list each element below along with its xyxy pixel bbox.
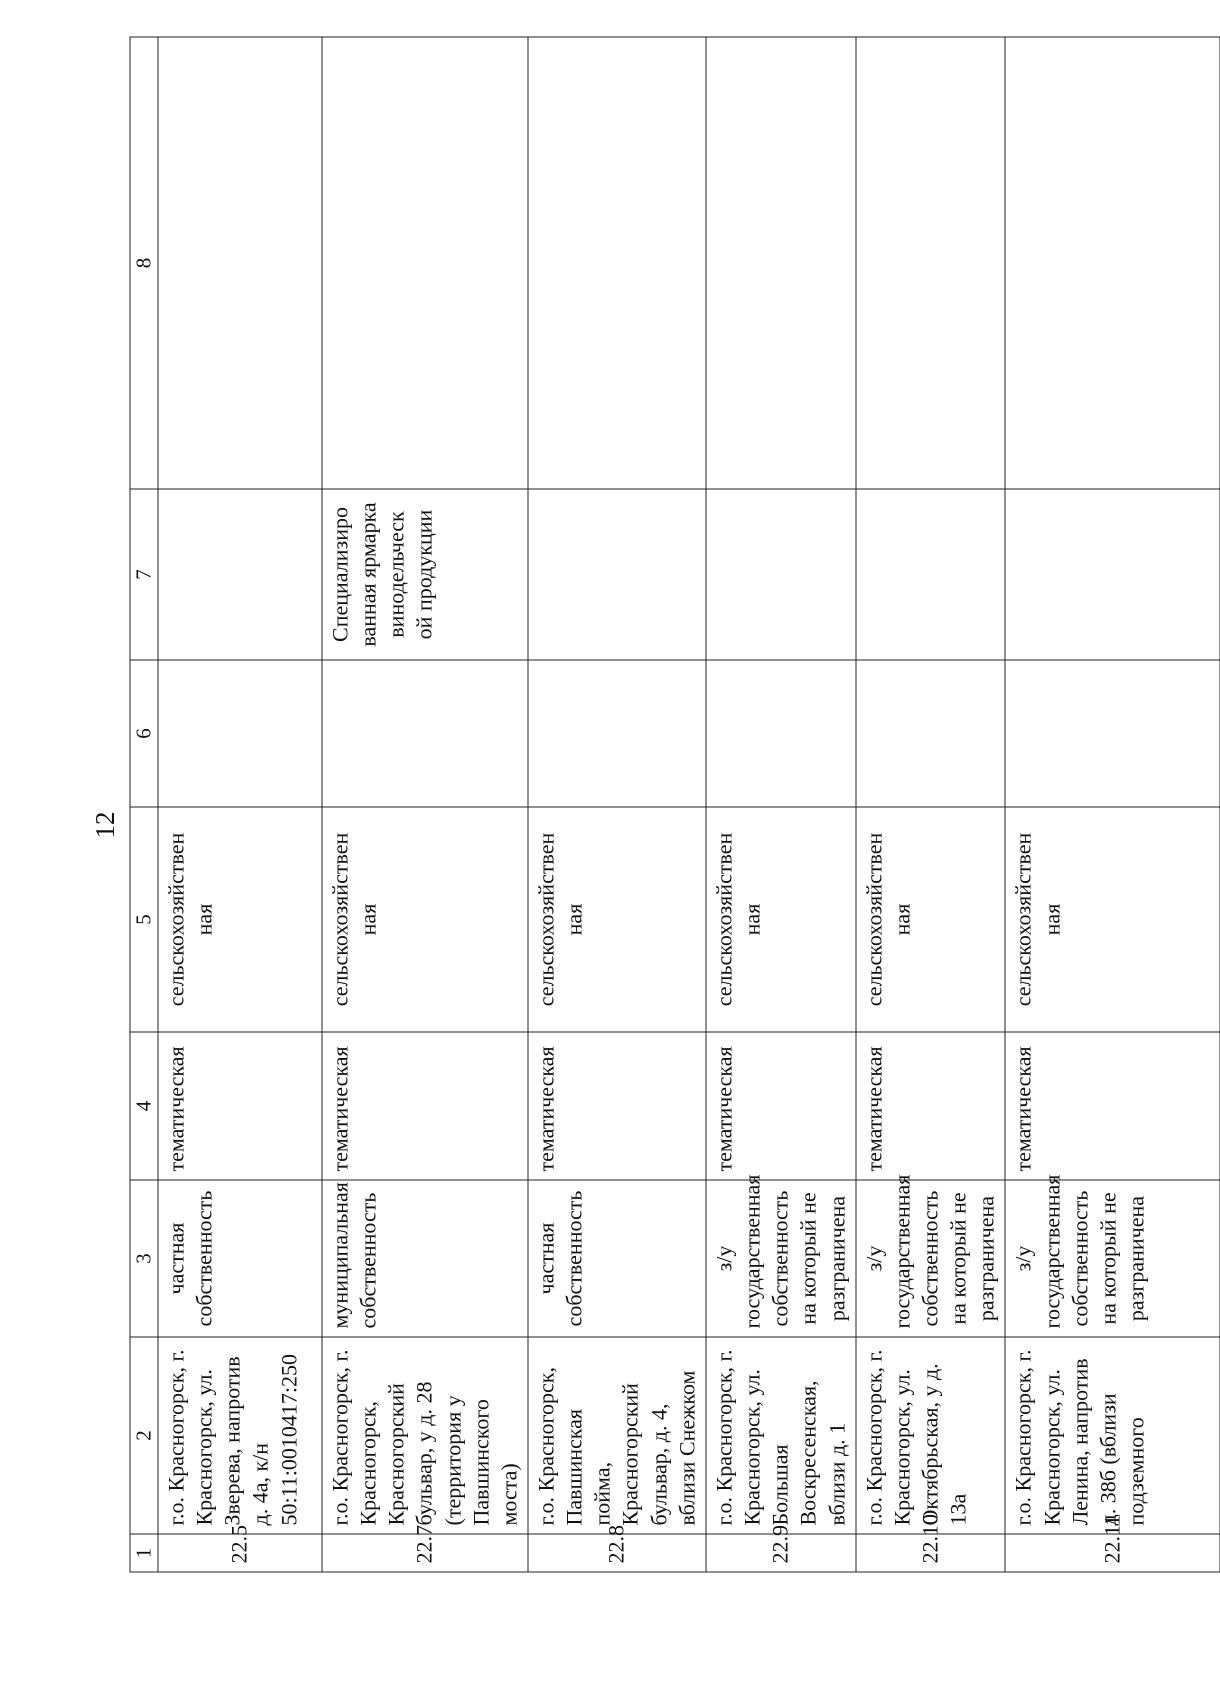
column-8-cell [157, 37, 321, 489]
header-cell: 5 [130, 807, 158, 1032]
column-8-cell [855, 37, 1005, 489]
fair-kind-cell: сельскохозяйствен ная [527, 807, 705, 1032]
fair-kind-cell: сельскохозяйствен ная [705, 807, 855, 1032]
table-row [321, 37, 527, 1572]
column-6-cell [527, 660, 705, 807]
header-cell: 4 [130, 1032, 158, 1180]
column-6-cell [1005, 660, 1220, 807]
row-number: 22.10 [855, 1534, 1005, 1572]
address-cell: г.о. Красногорск, г. Красногорск, Красногорский бульвар, у д. 28 (территория у Павшинского моста) [321, 1337, 527, 1534]
rotated-table-wrapper [129, 37, 1149, 1572]
table-row [705, 37, 855, 1572]
fair-kind-cell: сельскохозяйствен ная [321, 807, 527, 1032]
column-8-cell [321, 37, 527, 489]
fair-type-cell: тематическая [855, 1032, 1005, 1180]
column-8-cell [527, 37, 705, 489]
fair-table-container [129, 37, 1149, 1572]
row-number: 22.7 [321, 1534, 527, 1572]
row-number: 22.9 [705, 1534, 855, 1572]
table-row [527, 37, 705, 1572]
header-cell: 6 [130, 660, 158, 807]
row-number: 22.5 [157, 1534, 321, 1572]
fair-type-cell: тематическая [157, 1032, 321, 1180]
header-cell: 7 [130, 489, 158, 660]
fair-type-cell: тематическая [321, 1032, 527, 1180]
column-6-cell [321, 660, 527, 807]
address-cell: г.о. Красногорск, г. Красногорск, ул. Ленина, напротив д. 38б (вблизи подземного [1005, 1337, 1220, 1534]
ownership-cell: муниципальная собственность [321, 1180, 527, 1337]
specialization-cell [705, 489, 855, 660]
header-row [130, 37, 158, 1572]
ownership-cell: частная собственность [157, 1180, 321, 1337]
header-cell: 2 [130, 1337, 158, 1534]
address-cell: г.о. Красногорск, г. Красногорск, ул. Зверева, напротив д. 4а, к/н 50:11:0010417:250 [157, 1337, 321, 1534]
row-number: 22.8 [527, 1534, 705, 1572]
fair-type-cell: тематическая [705, 1032, 855, 1180]
specialization-cell [527, 489, 705, 660]
column-6-cell [157, 660, 321, 807]
specialization-cell [1005, 489, 1220, 660]
address-cell: г.о. Красногорск, г. Красногорск, ул. Большая Воскресенская, вблизи д. 1 [705, 1337, 855, 1534]
header-cell: 8 [130, 37, 158, 489]
address-cell: г.о. Красногорск, Павшинская пойма, Красногорский бульвар, д. 4, вблизи Снежком [527, 1337, 705, 1534]
column-8-cell [1005, 37, 1220, 489]
column-6-cell [705, 660, 855, 807]
fair-kind-cell: сельскохозяйствен ная [1005, 807, 1220, 1032]
page-number: 12 [90, 811, 120, 839]
row-number: 22.11 [1005, 1534, 1220, 1572]
fair-type-cell: тематическая [1005, 1032, 1220, 1180]
fair-type-cell: тематическая [527, 1032, 705, 1180]
column-6-cell [855, 660, 1005, 807]
fair-kind-cell: сельскохозяйствен ная [855, 807, 1005, 1032]
ownership-cell: частная собственность [527, 1180, 705, 1337]
table-row [157, 37, 321, 1572]
header-cell: 1 [130, 1534, 158, 1572]
fair-kind-cell: сельскохозяйствен ная [157, 807, 321, 1032]
ownership-cell: з/у государственная собственность на который не разграничена [1005, 1180, 1220, 1337]
specialization-cell [157, 489, 321, 660]
table-row [1005, 37, 1220, 1572]
table-row [855, 37, 1005, 1572]
specialization-cell [855, 489, 1005, 660]
specialization-cell: Специализиро ванная ярмарка винодельческ ой продукции [321, 489, 527, 660]
ownership-cell: з/у государственная собственность на который не разграничена [705, 1180, 855, 1337]
ownership-cell: з/у государственная собственность на который не разграничена [855, 1180, 1005, 1337]
column-8-cell [705, 37, 855, 489]
header-cell: 3 [130, 1180, 158, 1337]
address-cell: г.о. Красногорск, г. Красногорск, ул. Октябрьская, у д. 13а [855, 1337, 1005, 1534]
fair-locations-table [129, 36, 1220, 1572]
